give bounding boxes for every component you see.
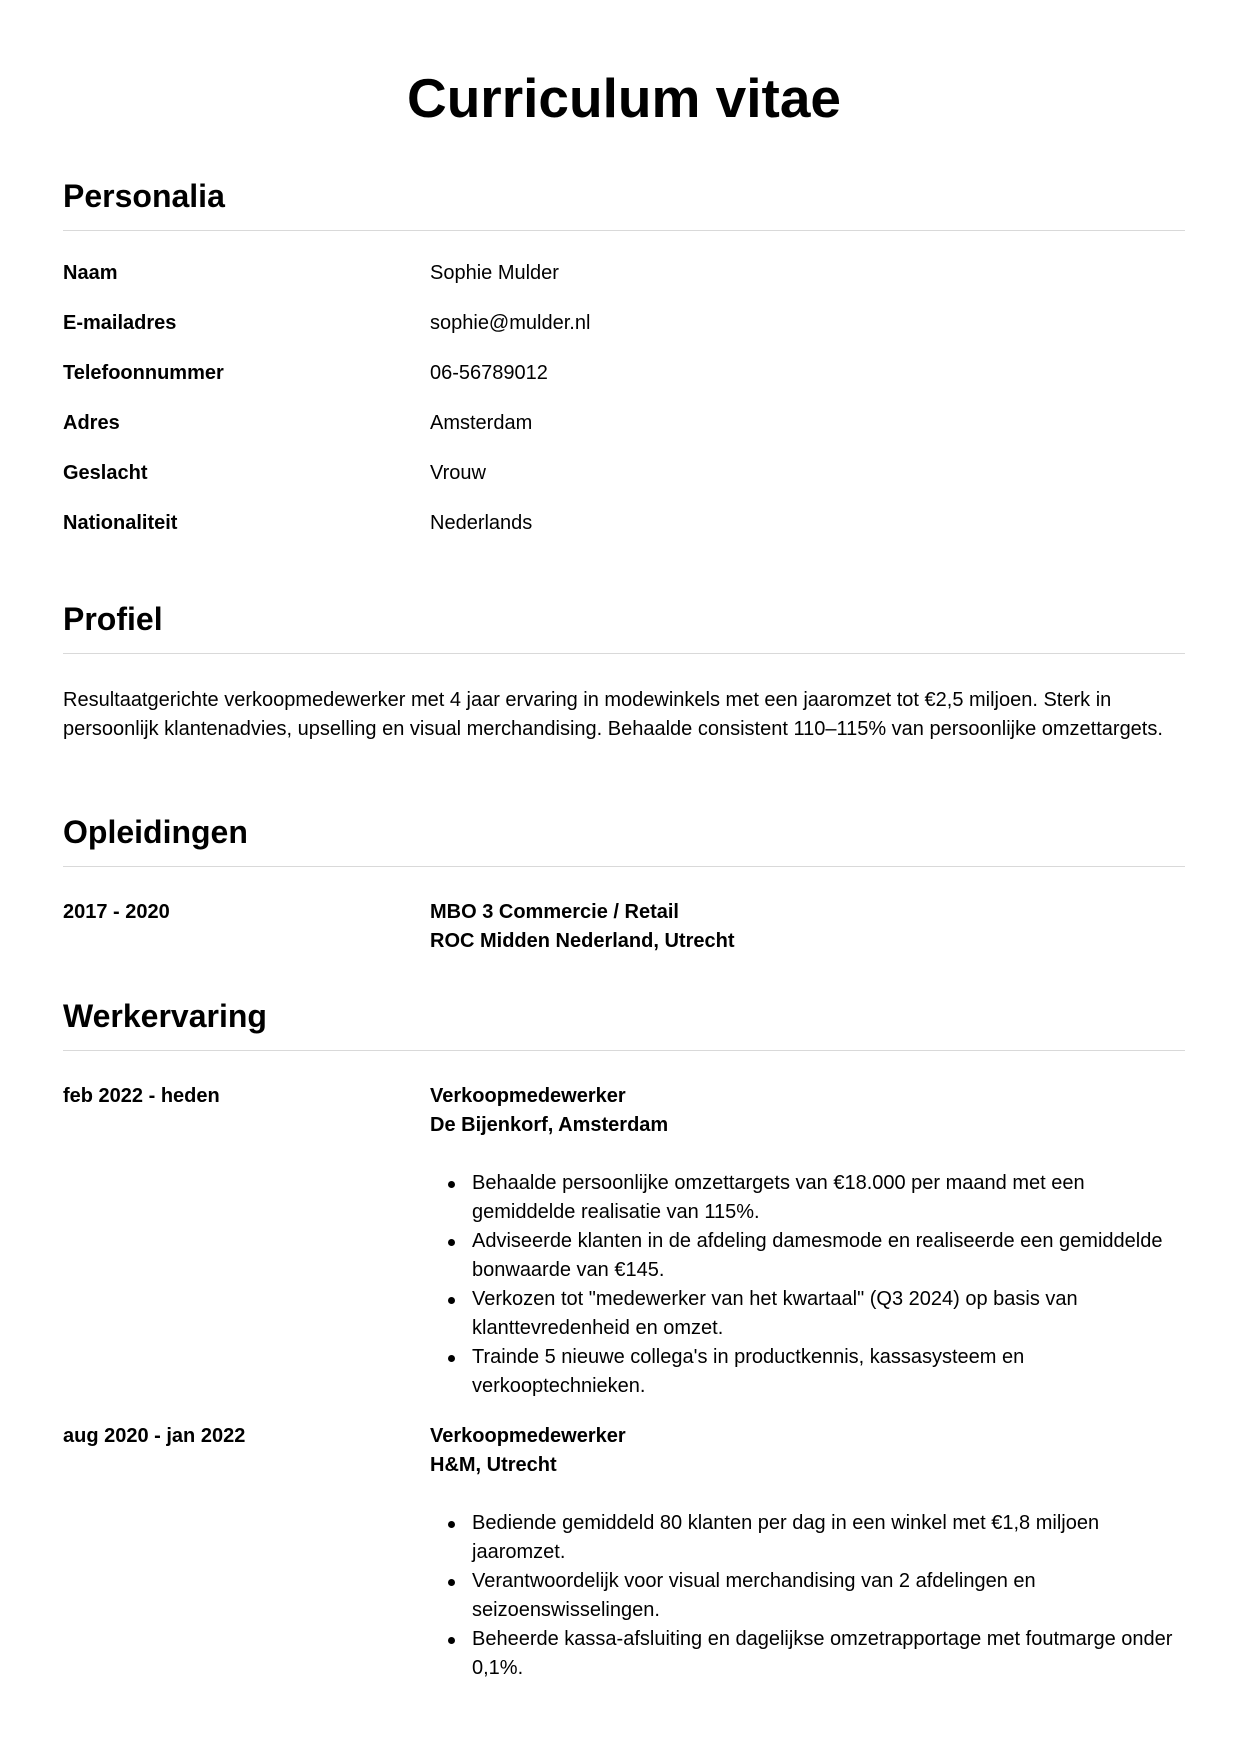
education-period: 2017 - 2020 [63,901,170,923]
work-period: aug 2020 - jan 2022 [63,1425,246,1447]
field-label: Nationaliteit [63,512,178,534]
field-label: Telefoonnummer [63,362,224,384]
list-item: Verantwoordelijk voor visual merchandising van 2 afdelingen en seizoenswisselingen. [472,1567,1185,1625]
section-werkervaring [63,996,1185,1683]
section-heading-profiel: Profiel [63,601,163,637]
work-entry [63,1422,1185,1683]
profile-text: Resultaatgerichte verkoopmedewerker met 4 jaar ervaring in modewinkels met een jaaromzet tot €2,5 miljoen. Sterk in persoonlijk klantenadvies, upselling en visual merchandising. Behaalde consistent 110–115% van persoonlijke omzettargets. [63,689,1163,740]
section-heading-opleidingen: Opleidingen [63,814,248,850]
field-value: Amsterdam [430,412,533,434]
list-item: Trainde 5 nieuwe collega's in productkennis, kassasysteem en verkooptechnieken. [472,1343,1185,1401]
personalia-row-email [63,309,1185,359]
field-label: Naam [63,262,118,284]
field-label: Adres [63,412,120,434]
section-personalia [63,176,1185,559]
work-entry [63,1082,1185,1401]
work-role: Verkoopmedewerker [430,1425,626,1447]
work-achievements [430,1509,1185,1683]
section-divider [63,653,1185,654]
personalia-row-geslacht [63,459,1185,509]
work-employer: H&M, Utrecht [430,1454,557,1476]
field-value: Vrouw [430,462,486,484]
section-heading-personalia: Personalia [63,178,225,214]
personalia-row-nationaliteit [63,509,1185,559]
list-item: Bediende gemiddeld 80 klanten per dag in een winkel met €1,8 miljoen jaaromzet. [472,1509,1185,1567]
education-title: MBO 3 Commercie / Retail [430,901,679,923]
field-value: 06-56789012 [430,362,548,384]
education-entry [63,898,1185,956]
work-role: Verkoopmedewerker [430,1085,626,1107]
field-label: E-mailadres [63,312,177,334]
section-divider [63,1050,1185,1051]
education-institution: ROC Midden Nederland, Utrecht [430,930,735,952]
field-value: Nederlands [430,512,533,534]
work-achievements [430,1169,1185,1401]
section-divider [63,866,1185,867]
personalia-row-telefoon [63,359,1185,409]
list-item: Behaalde persoonlijke omzettargets van €18.000 per maand met een gemiddelde realisatie van 115%. [472,1169,1185,1227]
field-label: Geslacht [63,462,148,484]
list-item: Beheerde kassa-afsluiting en dagelijkse omzetrapportage met foutmarge onder 0,1%. [472,1625,1185,1683]
field-value: Sophie Mulder [430,262,559,284]
list-item: Adviseerde klanten in de afdeling damesmode en realiseerde een gemiddelde bonwaarde van €145. [472,1227,1185,1285]
personalia-row-adres [63,409,1185,459]
section-heading-werkervaring: Werkervaring [63,998,267,1034]
document-title: Curriculum vitae [406,67,841,129]
list-item: Verkozen tot "medewerker van het kwartaal" (Q3 2024) op basis van klanttevredenheid en omzet. [472,1285,1185,1343]
section-profiel [63,599,1185,744]
personalia-row-naam [63,259,1185,309]
section-divider [63,230,1185,231]
work-period: feb 2022 - heden [63,1085,220,1107]
work-employer: De Bijenkorf, Amsterdam [430,1114,669,1136]
field-value: sophie@mulder.nl [430,312,591,334]
section-opleidingen [63,812,1185,956]
